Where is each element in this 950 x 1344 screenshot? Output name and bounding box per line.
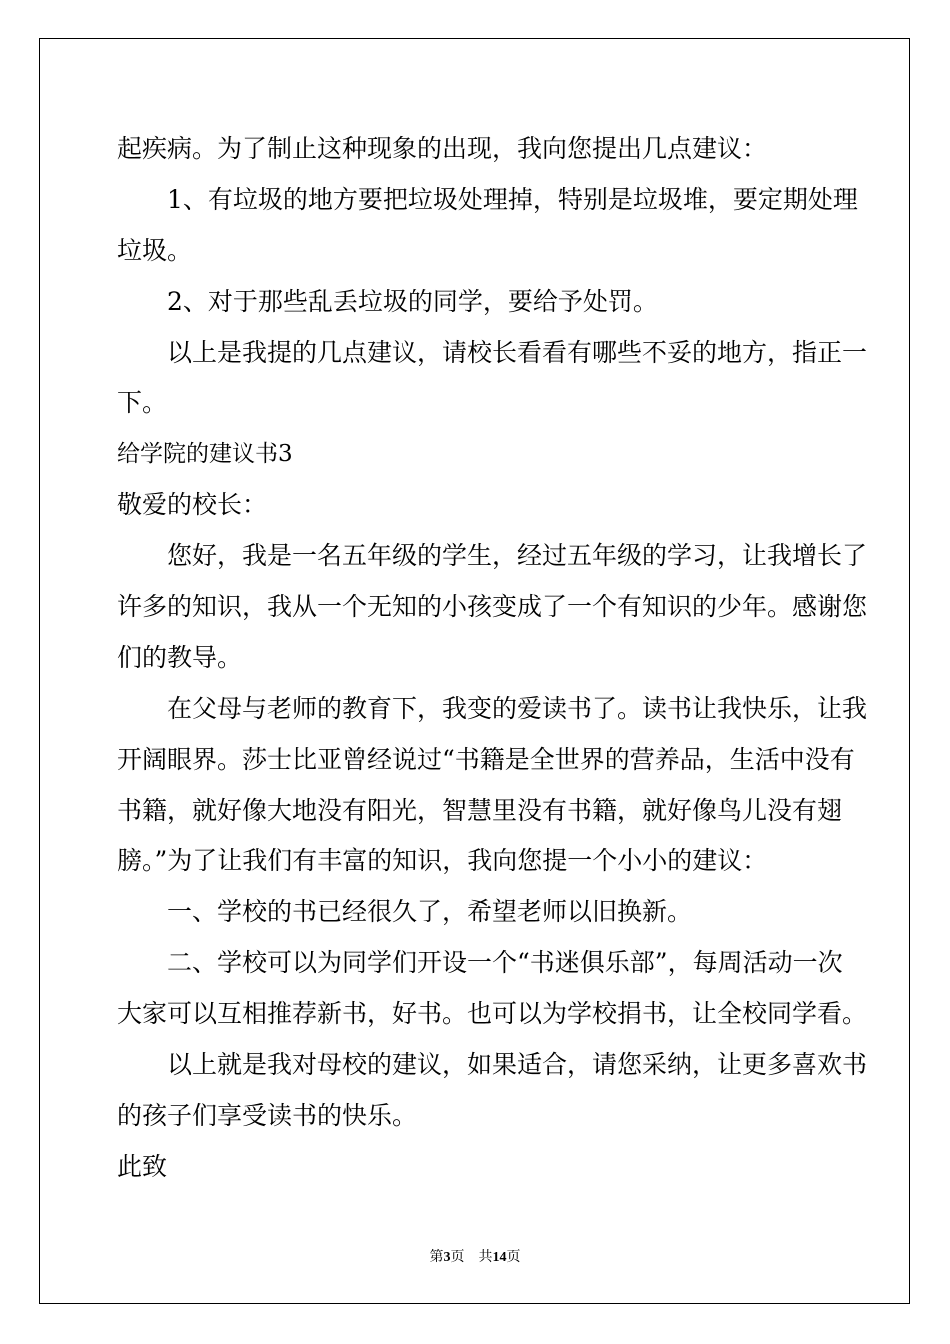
total-suffix: 页 (506, 1249, 521, 1265)
total-prefix: 共 (478, 1249, 493, 1265)
paragraph-line: 大家可以互相推荐新书，好书。也可以为学校捐书，让全校同学看。 (117, 999, 868, 1029)
closing-line: 此致 (117, 1151, 168, 1181)
document-body (117, 124, 868, 1193)
paragraph-line: 您好，我是一名五年级的学生，经过五年级的学习，让我增长了 (167, 541, 868, 571)
paragraph-line: 以上就是我对母校的建议，如果适合，请您采纳，让更多喜欢书 (167, 1050, 868, 1080)
paragraph-line: 开阔眼界。莎士比亚曾经说过“书籍是全世界的营养品，生活中没有 (117, 744, 855, 774)
section-title: 给学院的建议书3 (117, 441, 293, 468)
paragraph-line: 许多的知识，我从一个无知的小孩变成了一个有知识的少年。感谢您 (117, 592, 868, 622)
paragraph-line: 以上是我提的几点建议，请校长看看有哪些不妥的地方，指正一 (167, 337, 868, 367)
page-number: 3 (443, 1250, 451, 1265)
paragraph-line: 在父母与老师的教育下，我变的爱读书了。读书让我快乐，让我 (167, 693, 868, 723)
page-suffix: 页 (450, 1249, 465, 1265)
salutation: 敬爱的校长： (117, 490, 268, 520)
paragraph-line: 下。 (117, 388, 168, 418)
paragraph-line: 一、学校的书已经很久了，希望老师以旧换新。 (167, 897, 693, 927)
page-prefix: 第 (429, 1249, 444, 1265)
paragraph-line: 们的教导。 (117, 642, 243, 672)
paragraph-line: 起疾病。为了制止这种现象的出现，我向您提出几点建议： (117, 134, 768, 163)
paragraph-line: 2、对于那些乱丢垃圾的同学，要给予处罚。 (167, 286, 658, 316)
page-footer (0, 1246, 950, 1266)
paragraph-line: 1、有垃圾的地方要把垃圾处理掉，特别是垃圾堆，要定期处理 (167, 184, 858, 214)
paragraph-line: 的孩子们享受读书的快乐。 (117, 1100, 418, 1130)
paragraph-line: 膀。”为了让我们有丰富的知识，我向您提一个小小的建议： (117, 846, 768, 876)
total-pages: 14 (492, 1250, 507, 1265)
paragraph-line: 垃圾。 (117, 235, 193, 265)
paragraph-line: 二、学校可以为同学们开设一个“书迷俱乐部”，每周活动一次 (167, 948, 843, 978)
paragraph-line: 书籍，就好像大地没有阳光，智慧里没有书籍，就好像鸟儿没有翅 (117, 795, 843, 825)
